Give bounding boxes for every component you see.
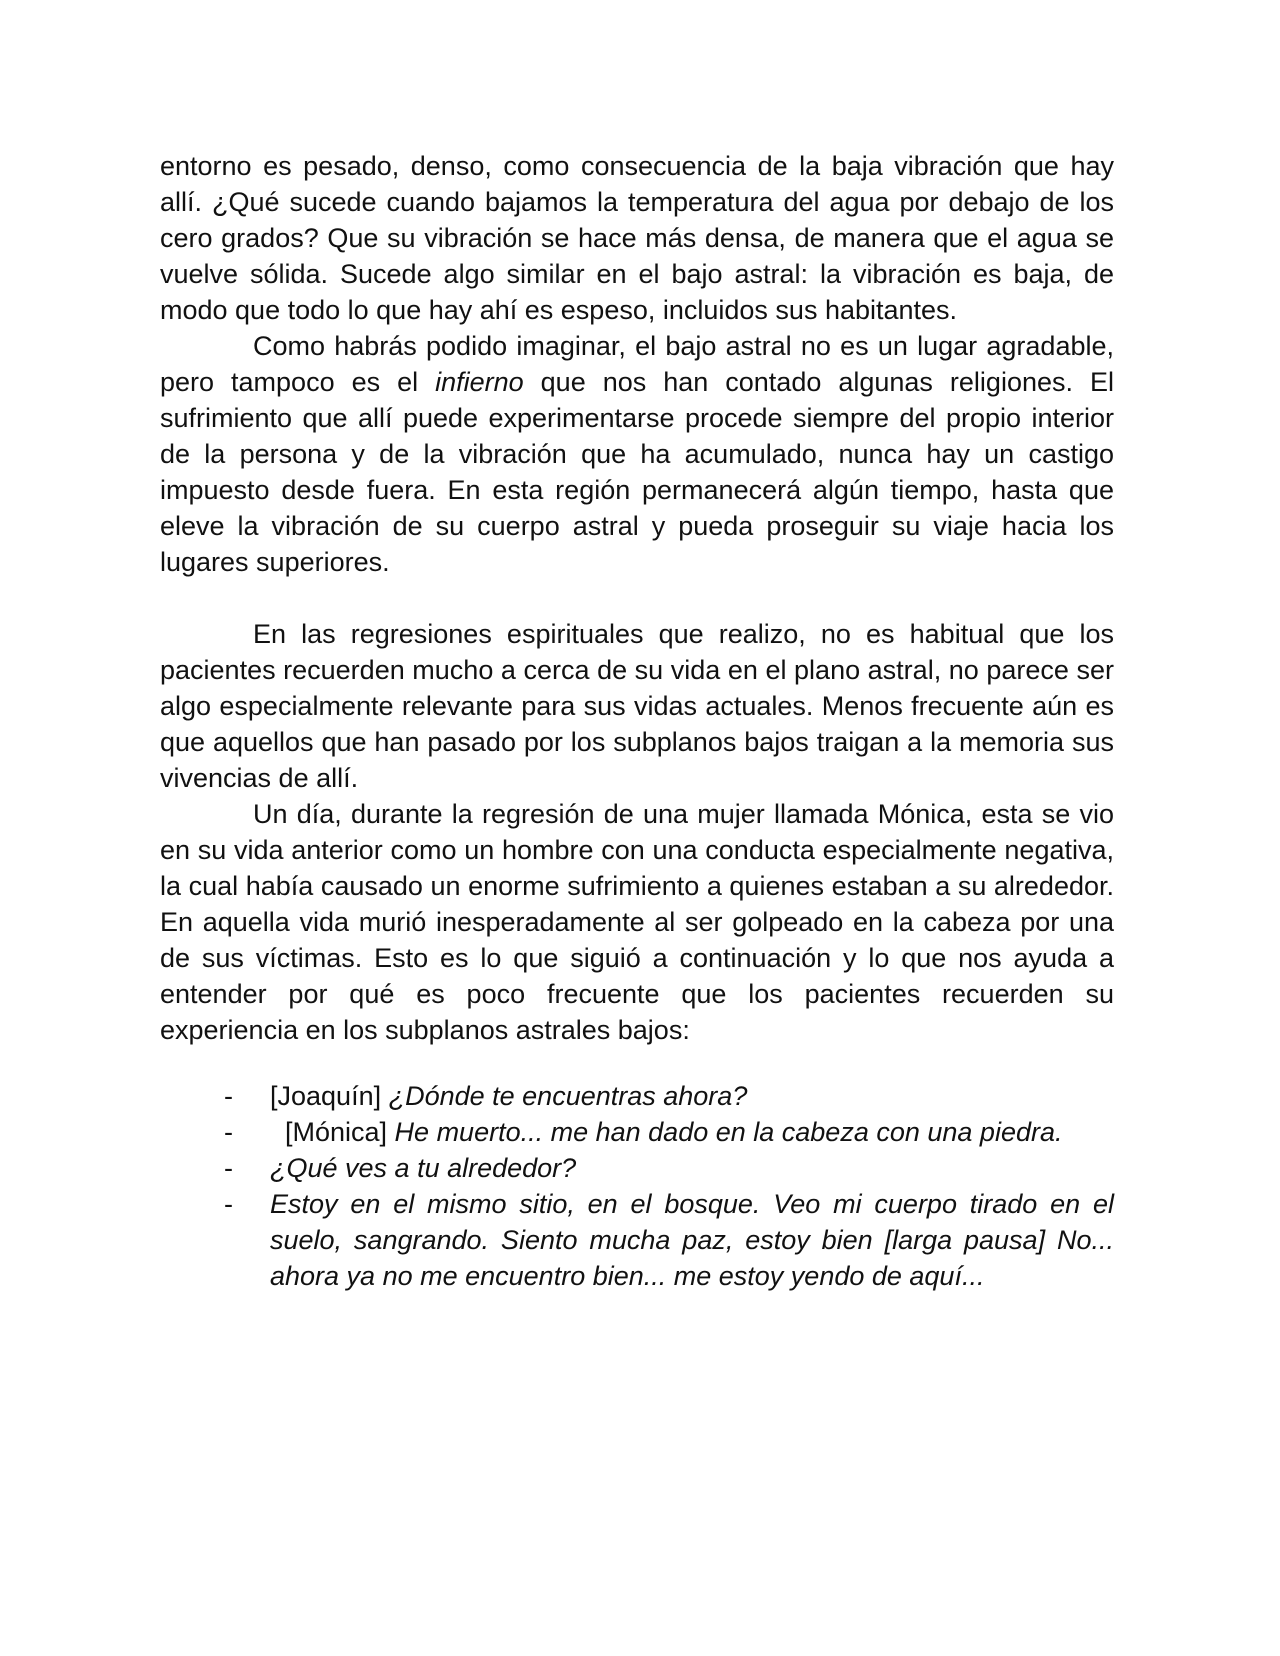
- dialogue-item: [160, 1078, 1114, 1114]
- dialogue-text: Estoy en el mismo sitio, en el bosque. Veo mi cuerpo tirado en el suelo, sangrando. Siento mucha paz, estoy bien [larga pausa] No... ahora ya no me encuentro bien... me estoy yendo de aquí...: [270, 1189, 1114, 1291]
- dialogue-list: [160, 1078, 1114, 1294]
- paragraph-gap: [160, 580, 1114, 616]
- dialogue-speaker: [Joaquín]: [270, 1081, 389, 1111]
- paragraph-2: [160, 328, 1114, 580]
- paragraph-2-part-a: Como habrás podido imaginar, el bajo astral no es un lugar agradable, pero tampoco es el: [160, 331, 1114, 397]
- paragraph-3: En las regresiones espirituales que realizo, no es habitual que los pacientes recuerden mucho a cerca de su vida en el plano astral, no parece ser algo especialmente relevante para sus vidas actuales. Menos frecuente aún es que aquellos que han pasado por los subplanos bajos traigan a la memoria sus vivencias de allí.: [160, 619, 1114, 793]
- dialogue-text: ¿Qué ves a tu alrededor?: [270, 1153, 577, 1183]
- dialogue-speaker: [Mónica]: [270, 1117, 395, 1147]
- document-page: [160, 148, 1114, 1294]
- paragraph-4: Un día, durante la regresión de una mujer llamada Mónica, esta se vio en su vida anterior como un hombre con una conducta especialmente negativa, la cual había causado un enorme sufrimiento a quienes estaban a su alrededor. En aquella vida murió inesperadamente al ser golpeado en la cabeza por una de sus víctimas. Esto es lo que siguió a continuación y lo que nos ayuda a entender por qué es poco frecuente que los pacientes recuerden su experiencia en los subplanos astrales bajos:: [160, 799, 1114, 1045]
- list-gap: [160, 1048, 1114, 1078]
- dialogue-dash: -: [224, 1189, 233, 1219]
- dialogue-dash: -: [224, 1153, 233, 1183]
- paragraph-2-part-b: que nos han contado algunas religiones. El sufrimiento que allí puede experimentarse procede siempre del propio interior de la persona y de la vibración que ha acumulado, nunca hay un castigo impuesto desde fuera. En esta región permanecerá algún tiempo, hasta que eleve la vibración de su cuerpo astral y pueda proseguir su viaje hacia los lugares superiores.: [160, 367, 1114, 577]
- dialogue-item: [160, 1150, 1114, 1186]
- dialogue-item: [160, 1186, 1114, 1294]
- dialogue-dash: -: [224, 1081, 233, 1111]
- paragraph-1: entorno es pesado, denso, como consecuencia de la baja vibración que hay allí. ¿Qué sucede cuando bajamos la temperatura del agua por debajo de los cero grados? Que su vibración se hace más densa, de manera que el agua se vuelve sólida. Sucede algo similar en el bajo astral: la vibración es baja, de modo que todo lo que hay ahí es espeso, incluidos sus habitantes.: [160, 151, 1114, 325]
- dialogue-dash: -: [224, 1117, 233, 1147]
- dialogue-item: [160, 1114, 1114, 1150]
- dialogue-text: He muerto... me han dado en la cabeza con una piedra.: [394, 1117, 1063, 1147]
- dialogue-text: ¿Dónde te encuentras ahora?: [388, 1081, 748, 1111]
- paragraph-2-emphasis: infierno: [435, 367, 524, 397]
